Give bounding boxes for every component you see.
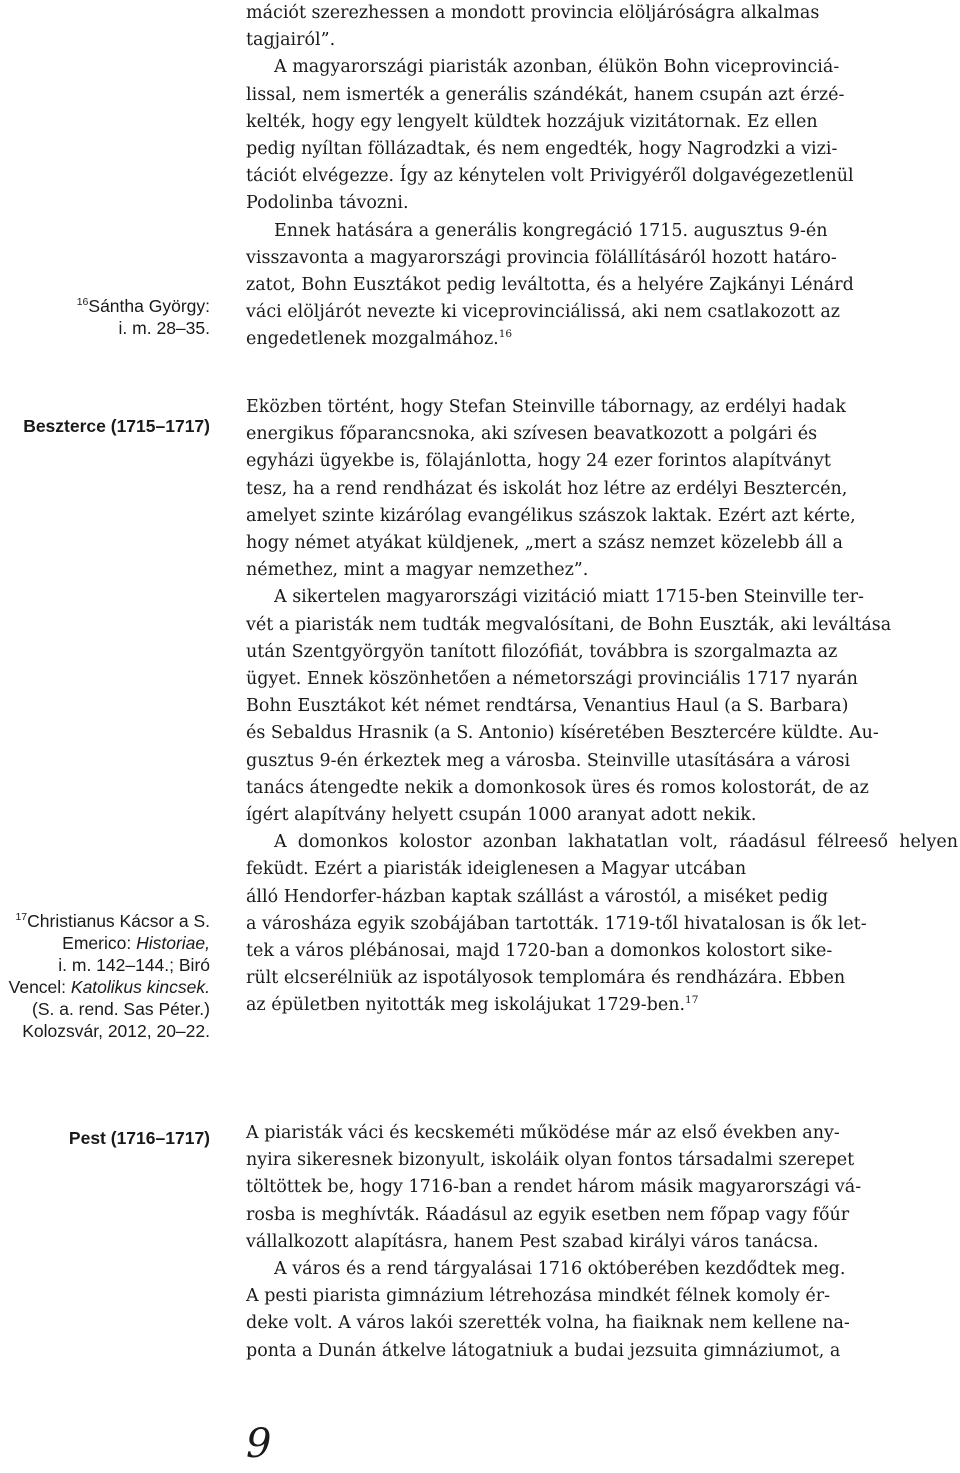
- text-line: pedig nyíltan föllázadtak, és nem engedték, hogy Nagrodzki a vizi-: [246, 139, 838, 160]
- text-line: egyházi ügyekbe is, fölajánlotta, hogy 24 ezer forintos alapítványt: [246, 451, 831, 472]
- text-line: hogy német atyákat küldjenek, „mert a szász nemzet közelebb áll a: [246, 533, 843, 554]
- text-line: ígért alapítvány helyett csupán 1000 aranyat adott nekik.: [246, 805, 757, 826]
- text-line: tanács átengedte nekik a domonkosok üres és romos kolostorát, de az: [246, 777, 869, 798]
- text-line: energikus főparancsnoka, aki szívesen beavatkozott a polgári és: [246, 424, 818, 445]
- text-line: zatot, Bohn Eusztákot pedig leváltotta, és a helyére Zajkányi Lénárd: [246, 275, 854, 296]
- text-line: tációt elvégezze. Így az kénytelen volt Privigyéről dolgavégezetlenül: [246, 166, 854, 187]
- text-line: visszavonta a magyarországi provincia fölállításáról hozott határo-: [246, 247, 837, 268]
- text-line: A magyarországi piaristák azonban, élükön Bohn viceprovinciá-: [274, 57, 840, 78]
- text-line: Ennek hatására a generális kongregáció 1715. augusztus 9-én: [274, 220, 828, 241]
- text-line: Eközben történt, hogy Stefan Steinville tábornagy, az erdélyi hadak: [246, 397, 846, 417]
- footnote-number: 17: [15, 911, 28, 924]
- footnote-17: [0, 910, 210, 1042]
- page-number: 9: [246, 1421, 272, 1467]
- text-line: A pesti piarista gimnázium létrehozása mindkét félnek komoly ér-: [246, 1286, 831, 1307]
- text-line: lissal, nem ismerték a generális szándékát, hanem csupán azt érzé-: [246, 84, 845, 105]
- footnote-reference: 17: [685, 994, 699, 1007]
- footnote-text: Sántha György:: [88, 296, 210, 316]
- text-line: kelték, hogy egy lengyelt küldtek hozzájuk vizitátornak. Ez ellen: [246, 111, 818, 132]
- text-line: az épületben nyitották meg iskolájukat 1729-ben.: [246, 995, 686, 1016]
- text-line: A piaristák váci és kecskeméti működése már az első években any-: [246, 1123, 840, 1143]
- text-line: és Sebaldus Hrasnik (a S. Antonio) kíséretében Besztercére küldte. Au-: [246, 723, 879, 744]
- text-line: vállalkozott alapításra, hanem Pest szabad királyi város tanácsa.: [246, 1231, 819, 1252]
- body-block-2: [246, 394, 958, 1020]
- footnote-16: [0, 295, 210, 339]
- text-line: némethez, mint a magyar nemzethez”.: [246, 560, 589, 581]
- text-line: A város és a rend tárgyalásai 1716 októberében kezdődtek meg.: [274, 1259, 846, 1280]
- text-line: deke volt. A város lakói szerették volna, ha fiaiknak nem kellene na-: [246, 1313, 850, 1334]
- footnote-text: (S. a. rend. Sas Péter.): [32, 999, 210, 1019]
- footnote-text: Vencel:: [8, 977, 71, 997]
- footnote-text: Christianus Kácsor a S.: [27, 911, 210, 931]
- footnote-text: Kolozsvár, 2012, 20–22.: [22, 1021, 210, 1041]
- footnote-reference: 16: [498, 328, 513, 341]
- text-line: rosba is meghívták. Ráadásul az egyik esetben nem főpap vagy főúr: [246, 1204, 850, 1225]
- footnote-title: Katolikus kincsek.: [70, 977, 210, 997]
- text-line: Podolinba távozni.: [246, 193, 409, 214]
- footnote-text: Emerico:: [62, 933, 137, 953]
- text-line: Bohn Eusztákot két német rendtársa, Venantius Haul (a S. Barbara): [246, 696, 849, 717]
- body-block-3: [246, 1120, 958, 1365]
- text-line: után Szentgyörgyön tanított filozófiát, továbbra is szorgalmazta az: [246, 641, 838, 662]
- text-line: A sikertelen magyarországi vizitáció miatt 1715-ben Steinville ter-: [274, 587, 864, 608]
- text-line: tek a város plébánosai, majd 1720-ban a domonkos kolostort sike-: [246, 941, 833, 962]
- section-heading-beszterce: Beszterce (1715–1717): [23, 416, 210, 436]
- text-line: töltöttek be, hogy 1716-ban a rendet három másik magyarországi vá-: [246, 1177, 862, 1198]
- text-line: mációt szerezhessen a mondott provincia elöljáróságra alkalmas: [246, 3, 820, 23]
- body-block-1: [246, 0, 958, 354]
- text-line: álló Hendorfer-házban kaptak szállást a várostól, a miséket pedig: [246, 886, 829, 907]
- text-line: vét a piaristák nem tudták megvalósítani, de Bohn Euszták, aki leváltása: [246, 614, 892, 635]
- text-line: ponta a Dunán átkelve látogatniuk a budai jezsuita gimnáziumot, a: [246, 1340, 841, 1361]
- text-line: nyira sikeresnek bizonyult, iskoláik olyan fontos társadalmi szerepet: [246, 1150, 855, 1171]
- text-line: tagjairól”.: [246, 30, 336, 51]
- footnote-number: 16: [76, 296, 89, 309]
- text-line: ügyet. Ennek köszönhetően a németországi provinciális 1717 nyarán: [246, 669, 858, 690]
- paragraph: A domonkos kolostor azonban lakhatatlan volt, ráadásul félreeső helyen feküdt. Ezért a piaristák ideiglenesen a Magyar utcában: [246, 832, 958, 880]
- text-line: a városháza egyik szobájában tartották. 1719-től hivatalosan is ők let-: [246, 913, 867, 934]
- text-line: amelyet szinte kizárólag evangélikus szászok laktak. Ezért azt kérte,: [246, 505, 856, 526]
- footnote-title: Historiae,: [136, 933, 210, 953]
- section-heading-pest: Pest (1716–1717): [68, 1128, 210, 1148]
- text-line: gusztus 9-én érkeztek meg a városba. Steinville utasítására a városi: [246, 750, 851, 771]
- text-line: rült elcserélniük az ispotályosok templomára és rendházára. Ebben: [246, 968, 846, 989]
- footnote-text: i. m. 142–144.; Biró: [58, 955, 210, 975]
- text-line: váci elöljárót nevezte ki viceprovinciálissá, aki nem csatlakozott az: [246, 302, 841, 323]
- text-line: tesz, ha a rend rendházat és iskolát hoz létre az erdélyi Besztercén,: [246, 478, 848, 499]
- footnote-text: i. m. 28–35.: [118, 318, 210, 338]
- text-line: engedetlenek mozgalmához.: [246, 329, 499, 350]
